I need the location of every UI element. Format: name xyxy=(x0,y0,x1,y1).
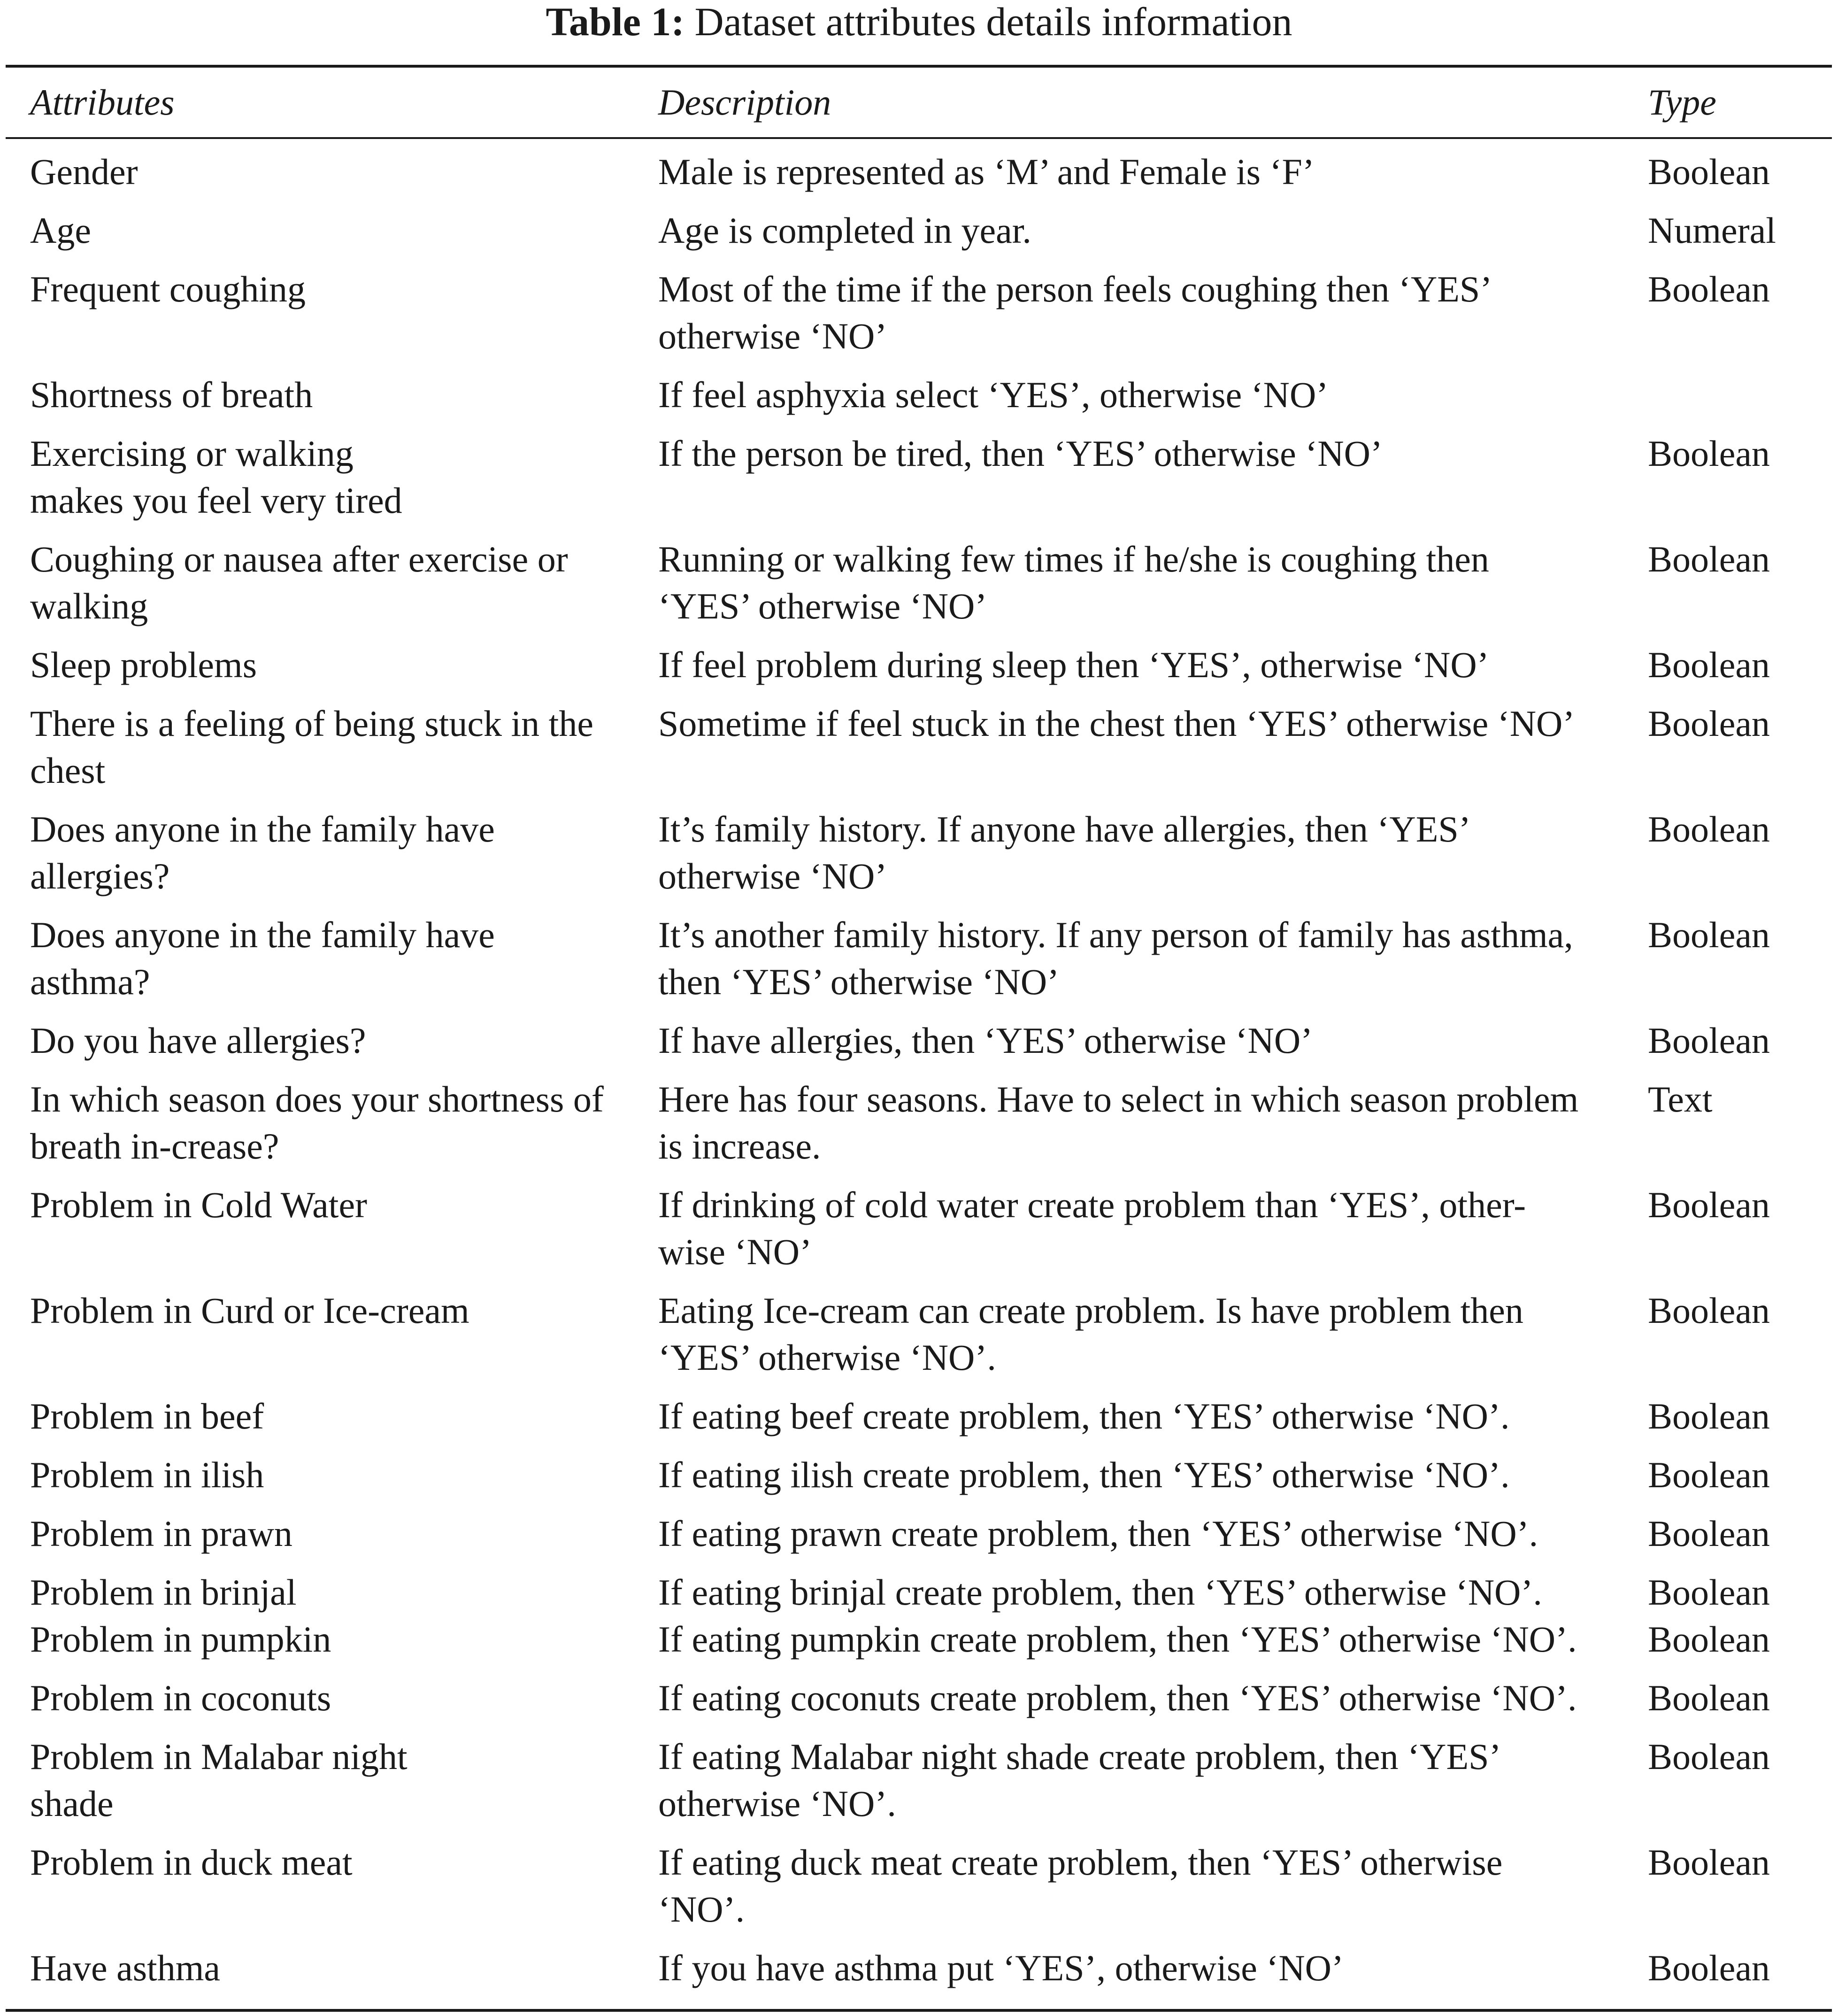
attribute-cell: Have asthma xyxy=(30,1947,221,1988)
description-cell: It’s another family history. If any person of family has asthma, then ‘YES’ otherwise ‘NO’ xyxy=(658,914,1573,1002)
table-row xyxy=(0,207,1838,254)
table-row xyxy=(0,1076,1838,1170)
description-cell: If eating beef create problem, then ‘YES’ otherwise ‘NO’. xyxy=(658,1396,1510,1437)
table-row xyxy=(0,1452,1838,1498)
attribute-cell: Coughing or nausea after exercise or walking xyxy=(30,539,568,626)
table-row xyxy=(0,1287,1838,1381)
type-cell: Boolean xyxy=(1648,1572,1770,1613)
type-cell: Boolean xyxy=(1648,269,1770,309)
table-row xyxy=(0,1393,1838,1440)
attribute-cell: Problem in brinjal xyxy=(30,1572,297,1613)
attribute-cell: In which season does your shortness of breath in-crease? xyxy=(30,1079,604,1166)
type-cell: Boolean xyxy=(1648,1619,1770,1660)
attribute-cell: Problem in prawn xyxy=(30,1513,292,1554)
description-cell: If eating prawn create problem, then ‘YES’ otherwise ‘NO’. xyxy=(658,1513,1538,1554)
description-cell: Here has four seasons. Have to select in which season problem is increase. xyxy=(658,1079,1579,1166)
header-type: Type xyxy=(1648,82,1716,123)
attribute-cell: Problem in duck meat xyxy=(30,1842,353,1883)
description-cell: If eating coconuts create problem, then ‘YES’ otherwise ‘NO’. xyxy=(658,1677,1577,1718)
description-cell: If eating Malabar night shade create problem, then ‘YES’ otherwise ‘NO’. xyxy=(658,1736,1501,1824)
table-row xyxy=(0,700,1838,794)
type-cell: Boolean xyxy=(1648,151,1770,192)
type-cell: Boolean xyxy=(1648,1184,1770,1225)
description-cell: Male is represented as ‘M’ and Female is ‘F’ xyxy=(658,151,1315,192)
attribute-cell: Problem in Curd or Ice-cream xyxy=(30,1290,469,1331)
type-cell: Boolean xyxy=(1648,539,1770,579)
table-row xyxy=(0,1182,1838,1275)
type-cell: Boolean xyxy=(1648,1677,1770,1718)
table-row xyxy=(0,1733,1838,1827)
attribute-cell: Problem in Cold Water xyxy=(30,1184,368,1225)
type-cell: Boolean xyxy=(1648,1290,1770,1331)
table-caption-label: Table 1: xyxy=(546,0,685,44)
description-cell: If eating ilish create problem, then ‘YES’ otherwise ‘NO’. xyxy=(658,1454,1510,1495)
table-row xyxy=(0,1945,1838,1992)
description-cell: It’s family history. If anyone have allergies, then ‘YES’ otherwise ‘NO’ xyxy=(658,809,1471,896)
type-cell: Text xyxy=(1648,1079,1713,1120)
type-cell: Boolean xyxy=(1648,1396,1770,1437)
attribute-cell: Problem in pumpkin xyxy=(30,1619,331,1660)
type-cell: Boolean xyxy=(1648,1020,1770,1061)
attribute-cell: Shortness of breath xyxy=(30,374,313,415)
type-cell: Boolean xyxy=(1648,1513,1770,1554)
table-row xyxy=(0,1839,1838,1933)
table-row xyxy=(0,1510,1838,1557)
type-cell: Boolean xyxy=(1648,1947,1770,1988)
description-cell: If feel problem during sleep then ‘YES’, otherwise ‘NO’ xyxy=(658,644,1489,685)
type-cell: Boolean xyxy=(1648,703,1770,744)
table-row xyxy=(0,1569,1838,1616)
table-row xyxy=(0,1017,1838,1064)
type-cell: Boolean xyxy=(1648,433,1770,474)
top-rule xyxy=(6,65,1832,68)
table-row xyxy=(0,430,1838,524)
type-cell: Boolean xyxy=(1648,644,1770,685)
attribute-cell: Frequent coughing xyxy=(30,269,306,309)
table-row xyxy=(0,911,1838,1005)
table-row xyxy=(0,266,1838,360)
type-cell: Boolean xyxy=(1648,1736,1770,1777)
description-cell: If eating pumpkin create problem, then ‘YES’ otherwise ‘NO’. xyxy=(658,1619,1577,1660)
table-row xyxy=(0,371,1838,418)
description-cell: If you have asthma put ‘YES’, otherwise ‘NO’ xyxy=(658,1947,1344,1988)
attribute-cell: Problem in ilish xyxy=(30,1454,264,1495)
attribute-cell: Gender xyxy=(30,151,138,192)
description-cell: If feel asphyxia select ‘YES’, otherwise ‘NO’ xyxy=(658,374,1329,415)
table-caption xyxy=(0,0,1838,47)
description-cell: If eating brinjal create problem, then ‘YES’ otherwise ‘NO’. xyxy=(658,1572,1542,1613)
description-cell: Eating Ice-cream can create problem. Is have problem then ‘YES’ otherwise ‘NO’. xyxy=(658,1290,1523,1378)
attribute-cell: Problem in Malabar night shade xyxy=(30,1736,408,1824)
type-cell: Numeral xyxy=(1648,210,1776,251)
description-cell: Running or walking few times if he/she is coughing then ‘YES’ otherwise ‘NO’ xyxy=(658,539,1489,626)
attribute-cell: Age xyxy=(30,210,91,251)
table-caption-title: Dataset attributes details information xyxy=(694,0,1292,44)
description-cell: If drinking of cold water create problem than ‘YES’, other- wise ‘NO’ xyxy=(658,1184,1526,1272)
attribute-cell: Do you have allergies? xyxy=(30,1020,366,1061)
header-attributes: Attributes xyxy=(30,82,175,123)
attribute-cell: There is a feeling of being stuck in the chest xyxy=(30,703,593,791)
bottom-rule xyxy=(6,2009,1832,2012)
attribute-cell: Problem in coconuts xyxy=(30,1677,331,1718)
type-cell: Boolean xyxy=(1648,809,1770,850)
description-cell: Most of the time if the person feels coughing then ‘YES’ otherwise ‘NO’ xyxy=(658,269,1492,356)
table-row xyxy=(0,806,1838,900)
description-cell: If have allergies, then ‘YES’ otherwise ‘NO’ xyxy=(658,1020,1313,1061)
table-row xyxy=(0,1616,1838,1663)
header-description: Description xyxy=(658,82,831,123)
table-row xyxy=(0,536,1838,630)
attribute-cell: Problem in beef xyxy=(30,1396,264,1437)
description-cell: If the person be tired, then ‘YES’ otherwise ‘NO’ xyxy=(658,433,1383,474)
table-row xyxy=(0,148,1838,195)
header-rule xyxy=(6,137,1832,139)
type-cell: Boolean xyxy=(1648,1454,1770,1495)
type-cell: Boolean xyxy=(1648,914,1770,955)
attribute-cell: Does anyone in the family have allergies? xyxy=(30,809,495,896)
description-cell: Sometime if feel stuck in the chest then ‘YES’ otherwise ‘NO’ xyxy=(658,703,1575,744)
description-cell: If eating duck meat create problem, then ‘YES’ otherwise ‘NO’. xyxy=(658,1842,1503,1930)
type-cell: Boolean xyxy=(1648,1842,1770,1883)
attribute-cell: Sleep problems xyxy=(30,644,257,685)
table-row xyxy=(0,1675,1838,1722)
table-row xyxy=(0,641,1838,688)
attribute-cell: Exercising or walking makes you feel very tired xyxy=(30,433,402,521)
description-cell: Age is completed in year. xyxy=(658,210,1031,251)
attribute-cell: Does anyone in the family have asthma? xyxy=(30,914,495,1002)
